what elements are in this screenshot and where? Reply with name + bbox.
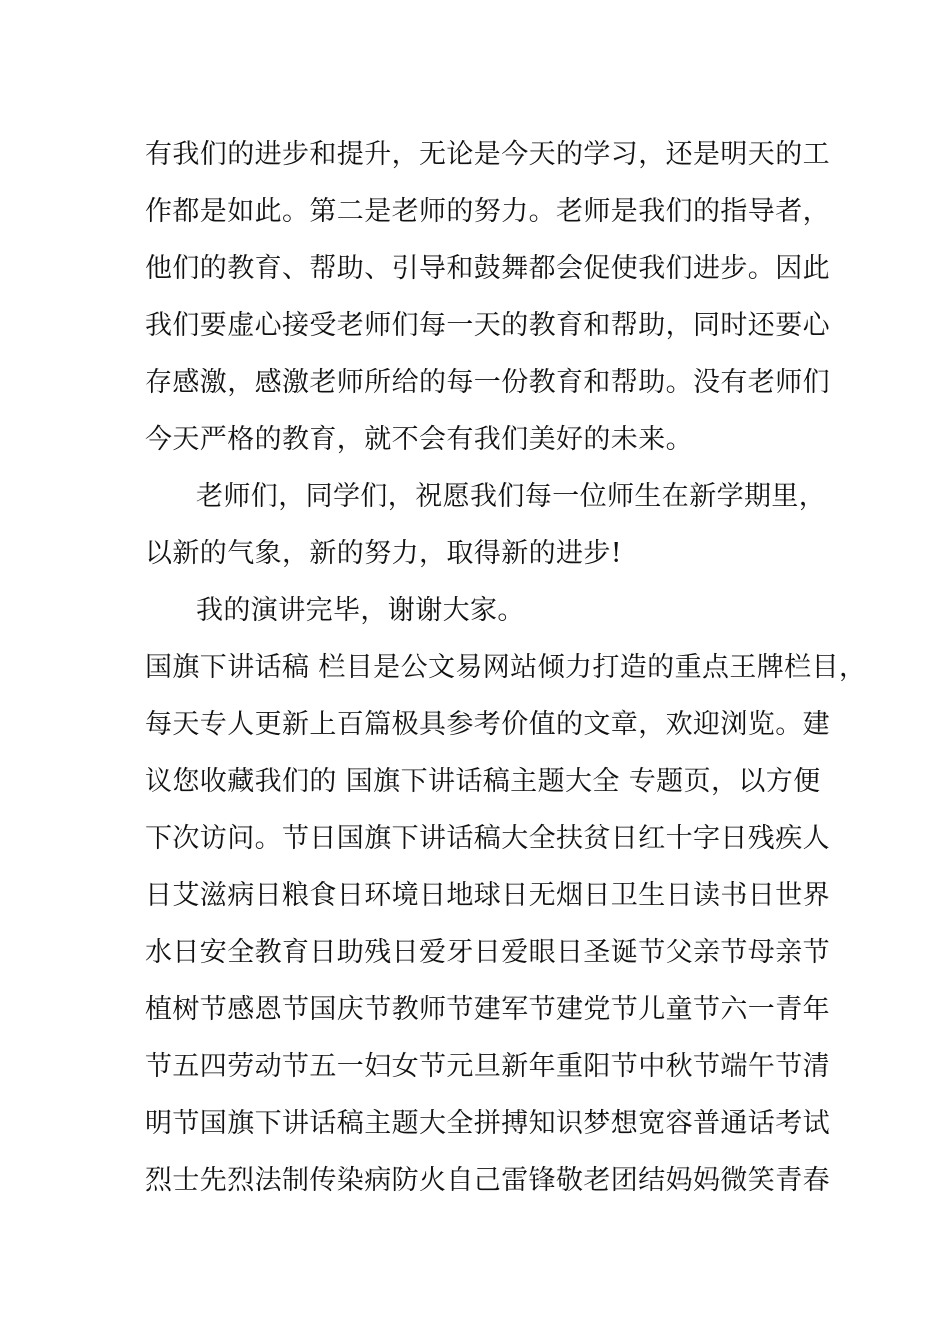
text-line: 国旗下讲话稿 栏目是公文易网站倾力打造的重点王牌栏目， xyxy=(145,652,867,683)
text-line: 每天专人更新上百篇极具参考价值的文章，欢迎浏览。建 xyxy=(145,709,830,740)
text-line: 植树节感恩节国庆节教师节建军节建党节儿童节六一青年 xyxy=(145,994,830,1025)
text-line: 老师们，同学们，祝愿我们每一位师生在新学期里， xyxy=(196,481,827,512)
text-line: 有我们的进步和提升，无论是今天的学习，还是明天的工 xyxy=(145,139,830,170)
text-line: 明节国旗下讲话稿主题大全拼搏知识梦想宽容普通话考试 xyxy=(145,1108,830,1139)
text-line: 作都是如此。第二是老师的努力。老师是我们的指导者， xyxy=(145,196,830,227)
text-line: 以新的气象，新的努力，取得新的进步! xyxy=(145,538,623,569)
text-line: 水日安全教育日助残日爱牙日爱眼日圣诞节父亲节母亲节 xyxy=(145,937,830,968)
text-line: 存感激，感激老师所给的每一份教育和帮助。没有老师们 xyxy=(145,367,830,398)
text-line: 我的演讲完毕，谢谢大家。 xyxy=(196,595,525,626)
text-line: 今天严格的教育，就不会有我们美好的未来。 xyxy=(145,424,693,455)
text-line: 节五四劳动节五一妇女节元旦新年重阳节中秋节端午节清 xyxy=(145,1051,830,1082)
text-line: 他们的教育、帮助、引导和鼓舞都会促使我们进步。因此 xyxy=(145,253,830,284)
text-line: 烈士先烈法制传染病防火自己雷锋敬老团结妈妈微笑青春 xyxy=(145,1165,830,1196)
text-line: 日艾滋病日粮食日环境日地球日无烟日卫生日读书日世界 xyxy=(145,880,830,911)
text-line: 下次访问。节日国旗下讲话稿大全扶贫日红十字日残疾人 xyxy=(145,823,830,854)
text-line: 我们要虚心接受老师们每一天的教育和帮助，同时还要心 xyxy=(145,310,830,341)
text-line: 议您收藏我们的 国旗下讲话稿主题大全 专题页，以方便 xyxy=(145,766,821,797)
